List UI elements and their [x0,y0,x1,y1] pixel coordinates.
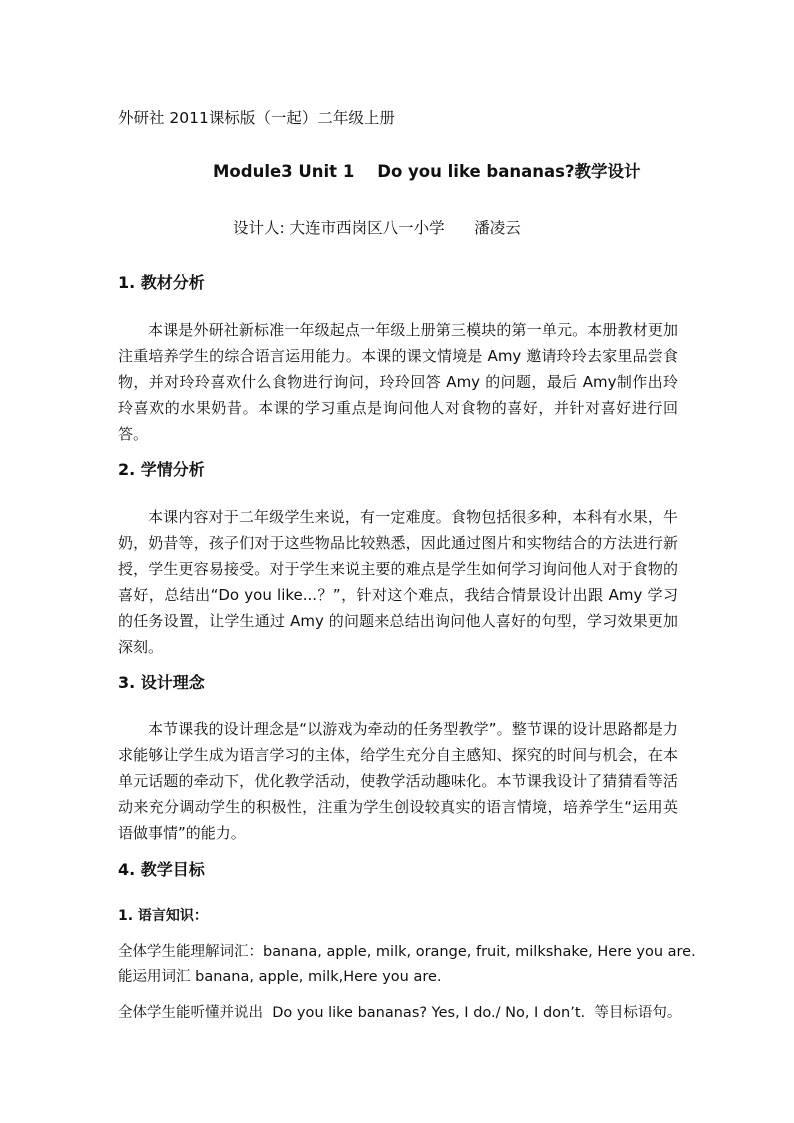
objective-line-sentences: 全体学生能听懂并说出 Do you like bananas? Yes, I do./ No, I don’t. 等目标语句。 [118,1005,682,1021]
section-body-design-concept: 本节课我的设计理念是“以游戏为牵动的任务型教学”。整节课的设计思路都是力求能够让学生成为语言学习的主体，给学生充分自主感知、探究的时间与机会，在本单元话题的牵动下，优化教学活动，使教学活动趣味化。本节课我设计了猜猜看等活动来充分调动学生的积极性，注重为学生创设较真实的语言情境，培养学生“运用英语做事情”的能力。 [118,720,678,842]
objective-line-vocab-use: 能运用词汇 banana, apple, milk,Here you are. [118,969,442,985]
objective-line-vocab-understand: 全体学生能理解词汇：banana, apple, milk, orange, fruit, milkshake, Here you are. [118,944,696,960]
section-heading-student-analysis: 2. 学情分析 [118,460,205,479]
edition-line: 外研社 2011课标版（一起）二年级上册 [118,109,395,127]
section-heading-design-concept: 3. 设计理念 [118,673,205,692]
section-heading-teaching-objectives: 4. 教学目标 [118,860,205,879]
designer-line: 设计人: 大连市西岗区八一小学 潘凌云 [233,219,521,237]
section-heading-textbook-analysis: 1. 教材分析 [118,273,205,292]
section-body-textbook-analysis: 本课是外研社新标准一年级起点一年级上册第三模块的第一单元。本册教材更加注重培养学生的综合语言运用能力。本课的课文情境是 Amy 邀请玲玲去家里品尝食物，并对玲玲喜欢什么食物进行询问，玲玲回答 Amy 的问题，最后 Amy制作出玲玲喜欢的水果奶昔。本课的学习重点是询问他人对食物的喜好，并针对喜好进行回答。 [118,321,678,443]
objective-subheading-language-knowledge: 1. 语言知识： [118,908,208,924]
document-title: Module3 Unit 1 Do you like bananas?教学设计 [213,162,641,181]
section-body-student-analysis: 本课内容对于二年级学生来说，有一定难度。食物包括很多种，本科有水果，牛奶，奶昔等，孩子们对于这些物品比较熟悉，因此通过图片和实物结合的方法进行新授，学生更容易接受。对于学生来说主要的难点是学生如何学习询问他人对于食物的喜好，总结出“Do you like...？”，针对这个难点，我结合情景设计出跟 Amy 学习的任务设置，让学生通过 Amy 的问题来总结出询问他人喜好的句型，学习效果更加深刻。 [118,508,678,656]
